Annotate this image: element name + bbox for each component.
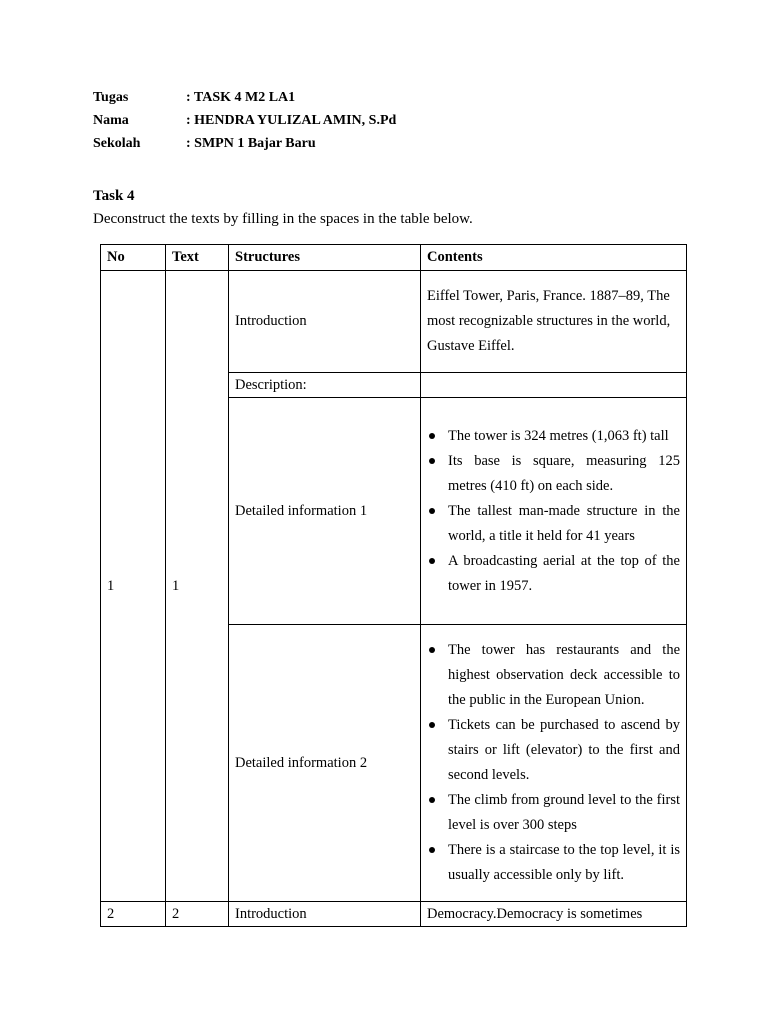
identity-label: Sekolah: [93, 135, 141, 151]
list-item: Tickets can be purchased to ascend by stairs or lift (elevator) to the first and second levels.: [427, 713, 680, 788]
table-header-row: [101, 245, 687, 271]
structure-cell: Detailed information 1: [229, 398, 421, 625]
identity-value: : TASK 4 M2 LA1: [186, 89, 296, 105]
identity-row-tugas: [93, 86, 396, 109]
structure-cell: Introduction: [229, 902, 421, 927]
content-cell: [421, 373, 687, 398]
column-header-text: Text: [166, 245, 229, 271]
identity-row-sekolah: [93, 132, 396, 155]
table-row-introduction: [101, 271, 687, 373]
structure-cell: Detailed information 2: [229, 625, 421, 902]
list-item: Its base is square, measuring 125 metres (410 ft) on each side.: [427, 449, 680, 499]
column-header-structures: Structures: [229, 245, 421, 271]
structure-cell: Description:: [229, 373, 421, 398]
text-number-cell: 2: [166, 902, 229, 927]
task-instruction: Deconstruct the texts by filling in the spaces in the table below.: [93, 211, 473, 227]
list-item: A broadcasting aerial at the top of the tower in 1957.: [427, 549, 680, 599]
column-header-contents: Contents: [421, 245, 687, 271]
row-number-cell: 1: [101, 271, 166, 902]
structure-cell: Introduction: [229, 271, 421, 373]
identity-value: : HENDRA YULIZAL AMIN, S.Pd: [186, 112, 397, 128]
identity-block: [93, 86, 396, 155]
detail-1-list: [427, 424, 680, 599]
row-number-cell: 2: [101, 902, 166, 927]
list-item: The climb from ground level to the first level is over 300 steps: [427, 788, 680, 838]
deconstruction-table: [100, 244, 687, 927]
column-header-no: No: [101, 245, 166, 271]
task-title: Task 4: [93, 188, 135, 204]
text-number-cell: 1: [166, 271, 229, 902]
detail-2-list: [427, 638, 680, 888]
list-item: The tower has restaurants and the highest observation deck accessible to the public in the European Union.: [427, 638, 680, 713]
list-item: The tallest man-made structure in the world, a title it held for 41 years: [427, 499, 680, 549]
identity-row-nama: [93, 109, 396, 132]
content-cell: [421, 271, 687, 373]
list-item: The tower is 324 metres (1,063 ft) tall: [427, 424, 680, 449]
content-cell: [421, 625, 687, 902]
identity-label: Tugas: [93, 89, 129, 105]
identity-label: Nama: [93, 112, 129, 128]
content-cell: [421, 398, 687, 625]
content-cell: Democracy.Democracy is sometimes: [421, 902, 687, 927]
table-row-section-2-introduction: [101, 902, 687, 927]
content-text: Eiffel Tower, Paris, France. 1887–89, The most recognizable structures in the world, Gustave Eiffel.: [427, 288, 671, 354]
list-item: There is a staircase to the top level, it is usually accessible only by lift.: [427, 838, 680, 888]
identity-value: : SMPN 1 Bajar Baru: [186, 135, 316, 151]
